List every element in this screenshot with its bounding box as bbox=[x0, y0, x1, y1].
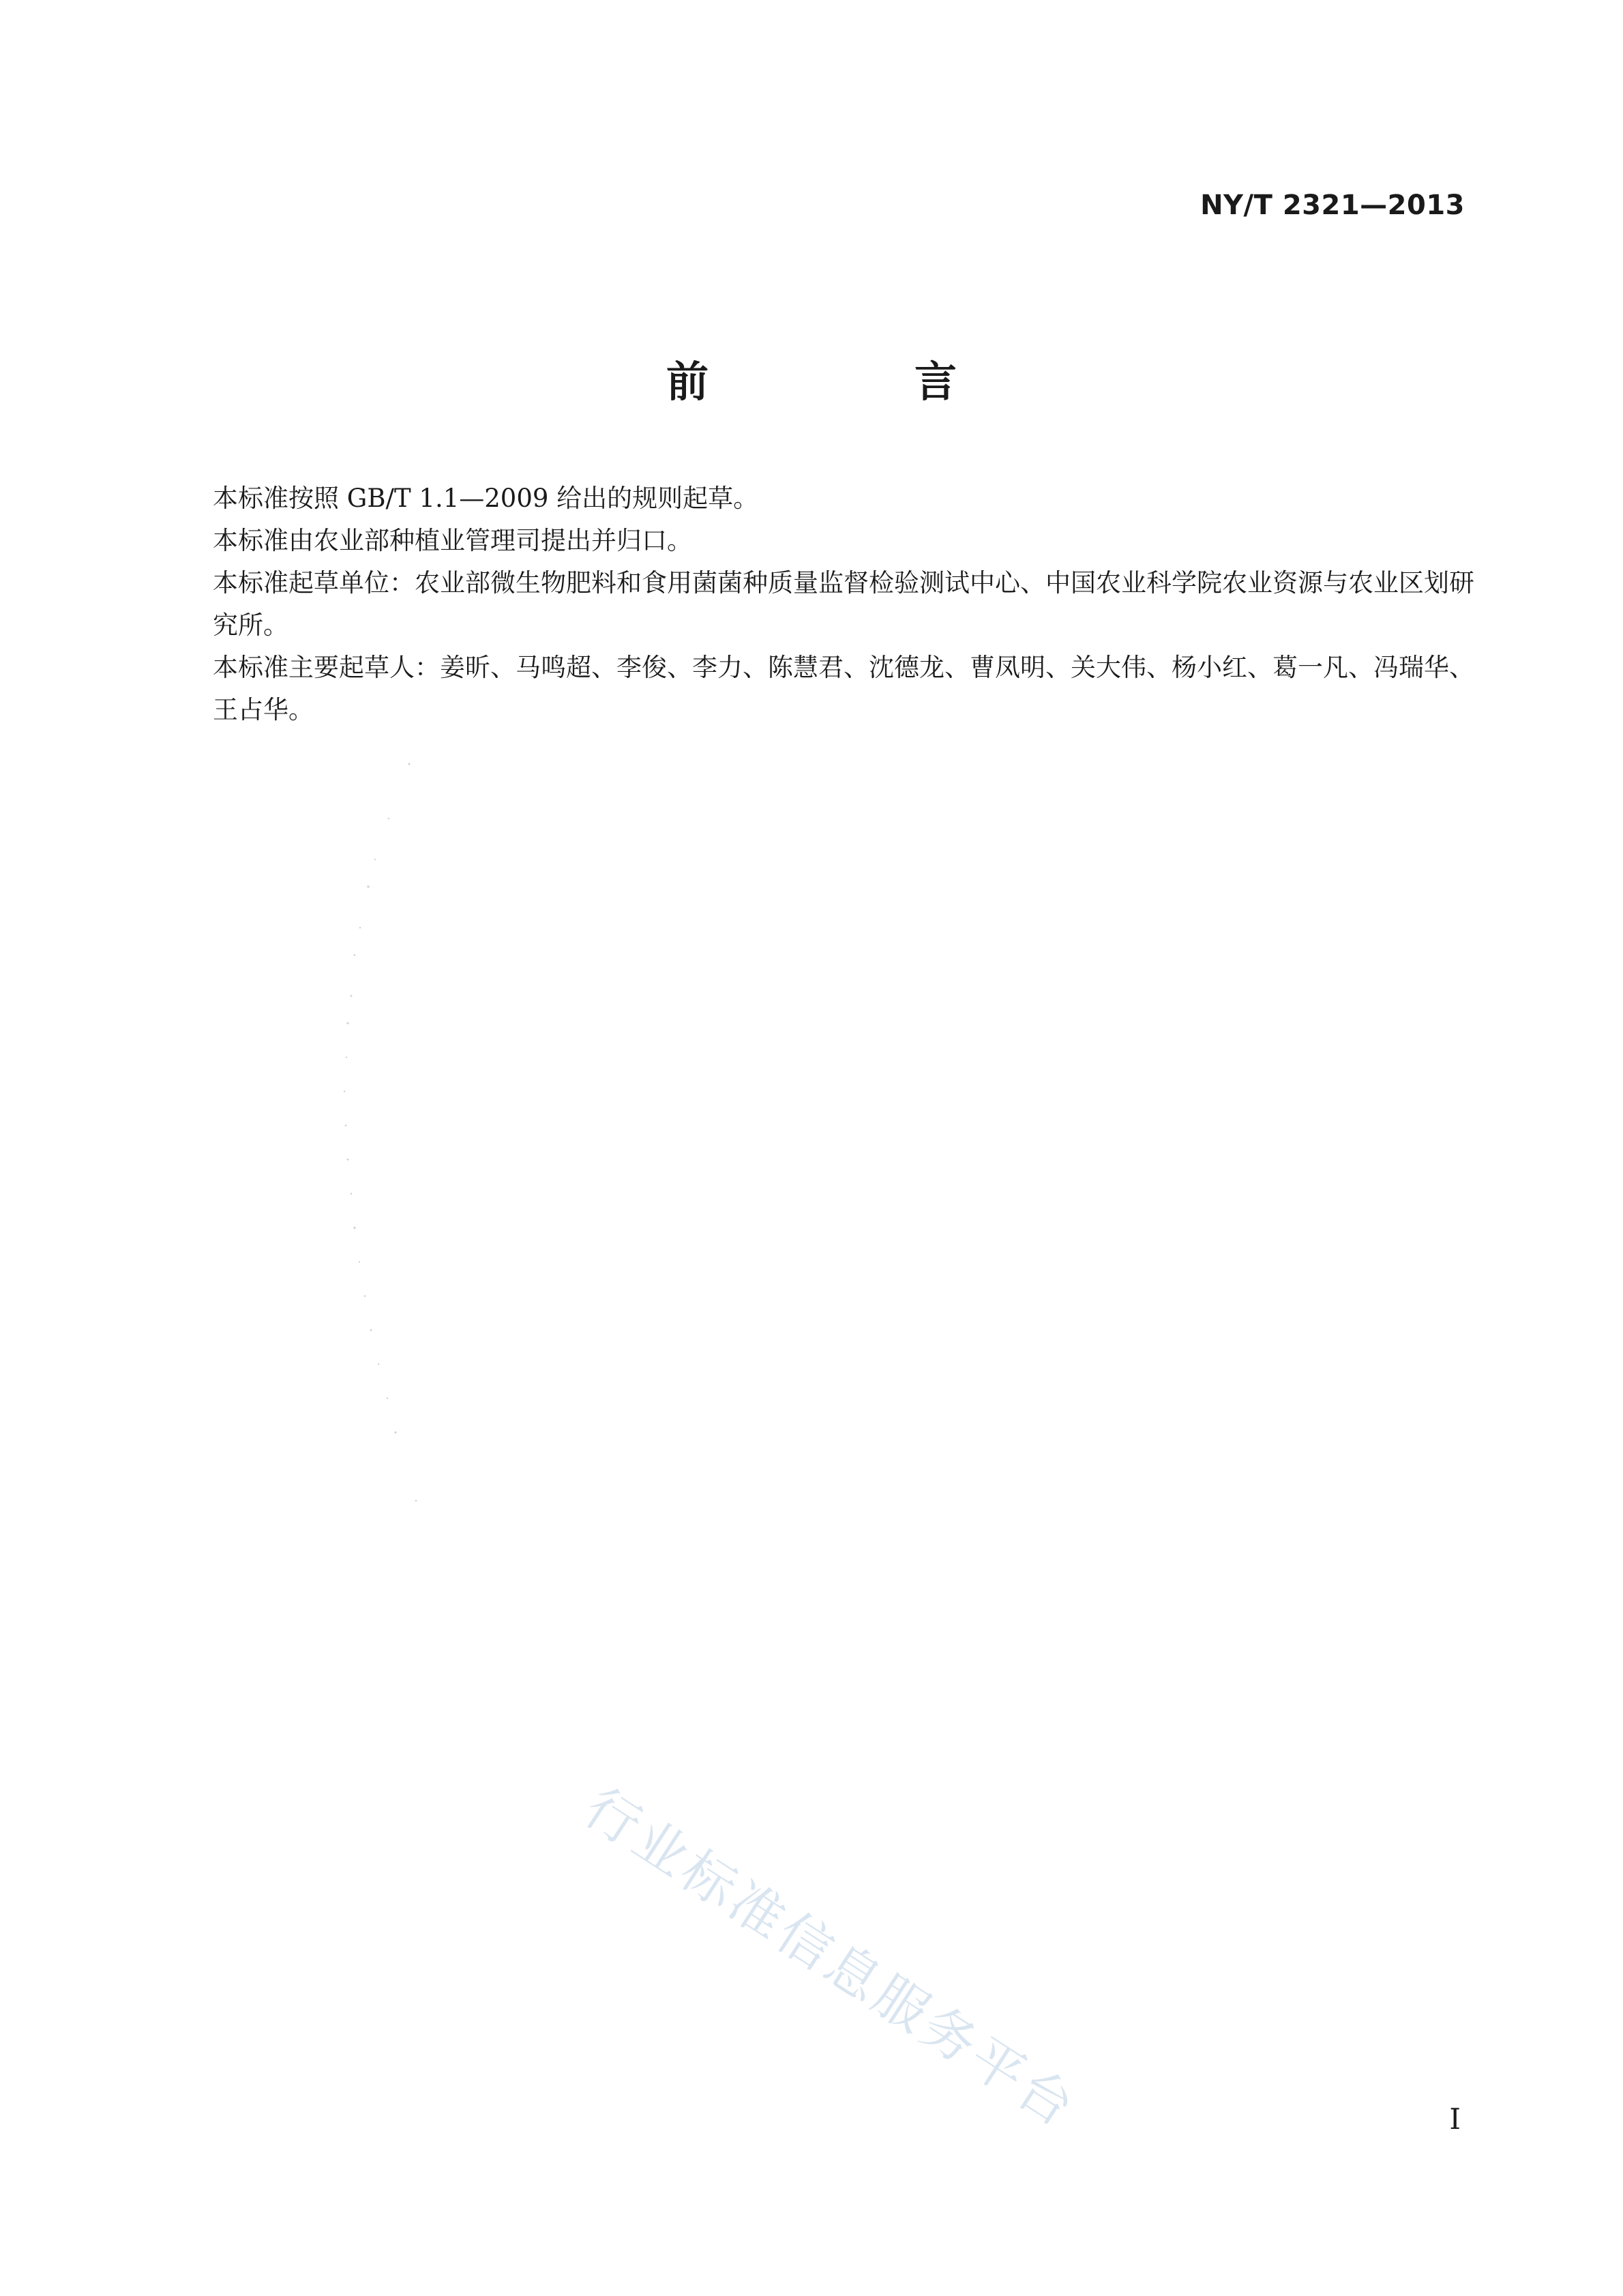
scan-speckle-noise bbox=[327, 737, 505, 1555]
paragraph-drafting-rules: 本标准按照 GB/T 1.1—2009 给出的规则起草。 bbox=[213, 484, 759, 513]
standard-code: NY/T 2321—2013 bbox=[1200, 190, 1465, 221]
page-title: 前 言 bbox=[666, 357, 1039, 407]
paragraph-drafting-units: 本标准起草单位：农业部微生物肥料和食用菌菌种质量监督检验测试中心、中国农业科学院农业资源与农业区划研究所。 bbox=[213, 568, 1474, 640]
watermark-text: 行业标准信息服务平台 bbox=[574, 1777, 1088, 2141]
paragraph-drafters: 本标准主要起草人：姜昕、马鸣超、李俊、李力、陈慧君、沈德龙、曹凤明、关大伟、杨小红、葛一凡、冯瑞华、王占华。 bbox=[213, 653, 1474, 724]
foreword-body bbox=[213, 477, 1476, 731]
paragraph-proposer: 本标准由农业部种植业管理司提出并归口。 bbox=[213, 526, 692, 555]
page-number: I bbox=[1449, 2102, 1461, 2136]
